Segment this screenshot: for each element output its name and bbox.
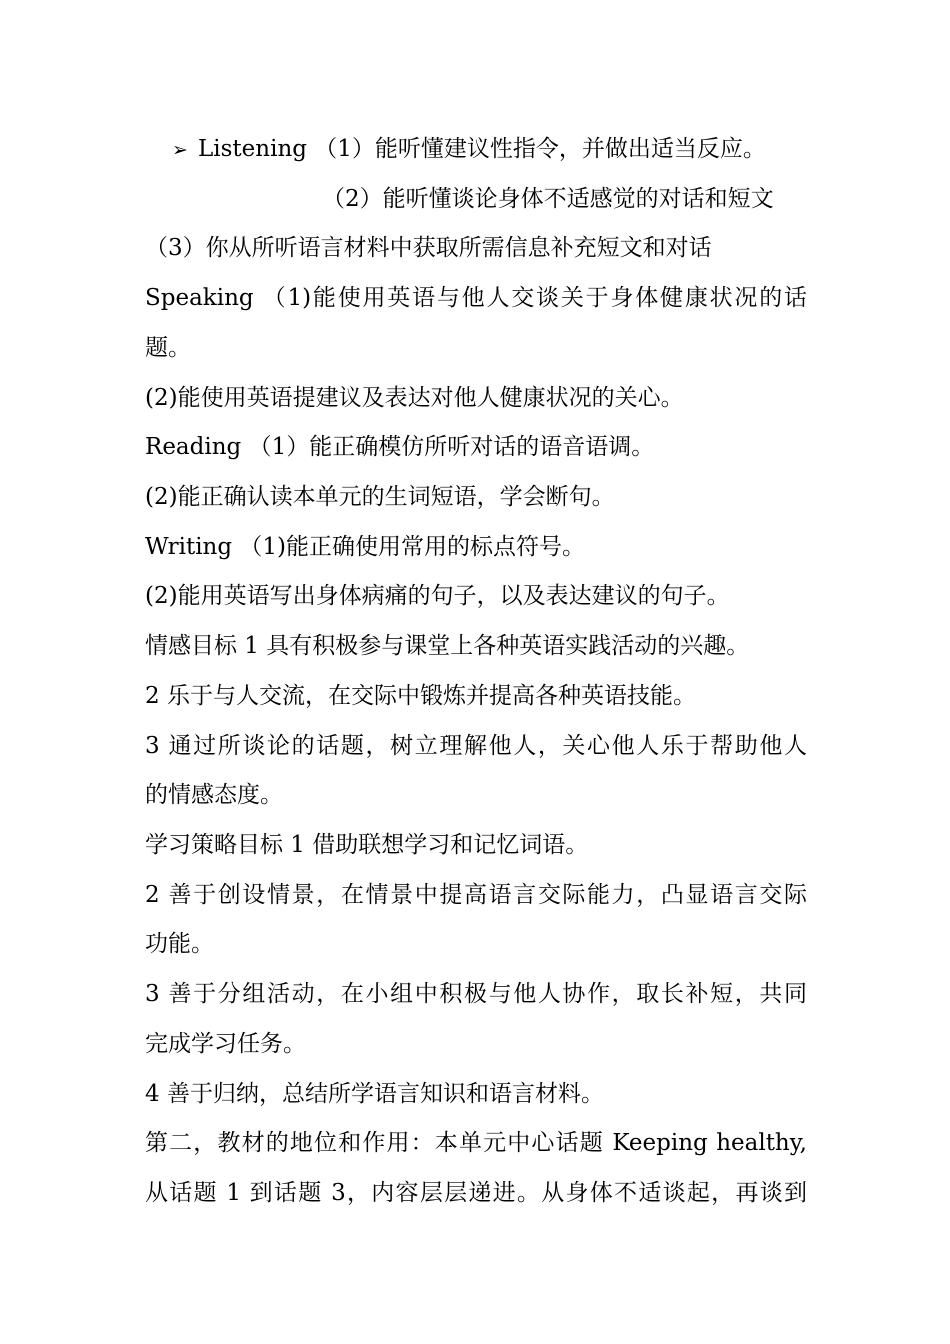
text-line: 3 通过所谈论的话题，树立理解他人，关心他人乐于帮助他人	[145, 733, 807, 759]
text-line	[172, 134, 812, 165]
text-line: Reading （1）能正确模仿所听对话的语音语调。	[145, 434, 655, 460]
text-line: 第二，教材的地位和作用：本单元中心话题 Keeping healthy,	[145, 1130, 807, 1156]
text-line: （3）你从所听语言材料中获取所需信息补充短文和对话	[145, 235, 712, 261]
text-line: 从话题 1 到话题 3，内容层层递进。从身体不适谈起，再谈到	[145, 1180, 807, 1206]
text-line: 情感目标 1 具有积极参与课堂上各种英语实践活动的兴趣。	[145, 633, 750, 659]
text-line: Speaking （1)能使用英语与他人交谈关于身体健康状况的话	[145, 285, 807, 311]
text-line: 学习策略目标 1 借助联想学习和记忆词语。	[145, 832, 589, 858]
text-line: 2 善于创设情景，在情景中提高语言交际能力，凸显语言交际	[145, 882, 807, 908]
text-line: Writing （1)能正确使用常用的标点符号。	[145, 534, 586, 560]
bullet-arrow-icon: ➢	[172, 139, 188, 161]
text-line: 题。	[145, 335, 191, 361]
text-line: 的情感态度。	[145, 782, 283, 808]
text-line: 4 善于归纳，总结所学语言知识和语言材料。	[145, 1081, 604, 1107]
text-line: 完成学习任务。	[145, 1031, 306, 1057]
text-line: 功能。	[145, 931, 214, 957]
line-text: Listening （1）能听懂建议性指令，并做出适当反应。	[198, 136, 766, 162]
text-line: 3 善于分组活动，在小组中积极与他人协作，取长补短，共同	[145, 981, 807, 1007]
text-line: （2）能听懂谈论身体不适感觉的对话和短文	[322, 186, 774, 212]
text-line: (2)能使用英语提建议及表达对他人健康状况的关心。	[145, 385, 684, 411]
text-line: (2)能用英语写出身体病痛的句子，以及表达建议的句子。	[145, 583, 730, 609]
text-line: (2)能正确认读本单元的生词短语，学会断句。	[145, 484, 615, 510]
text-line: 2 乐于与人交流，在交际中锻炼并提高各种英语技能。	[145, 683, 696, 709]
